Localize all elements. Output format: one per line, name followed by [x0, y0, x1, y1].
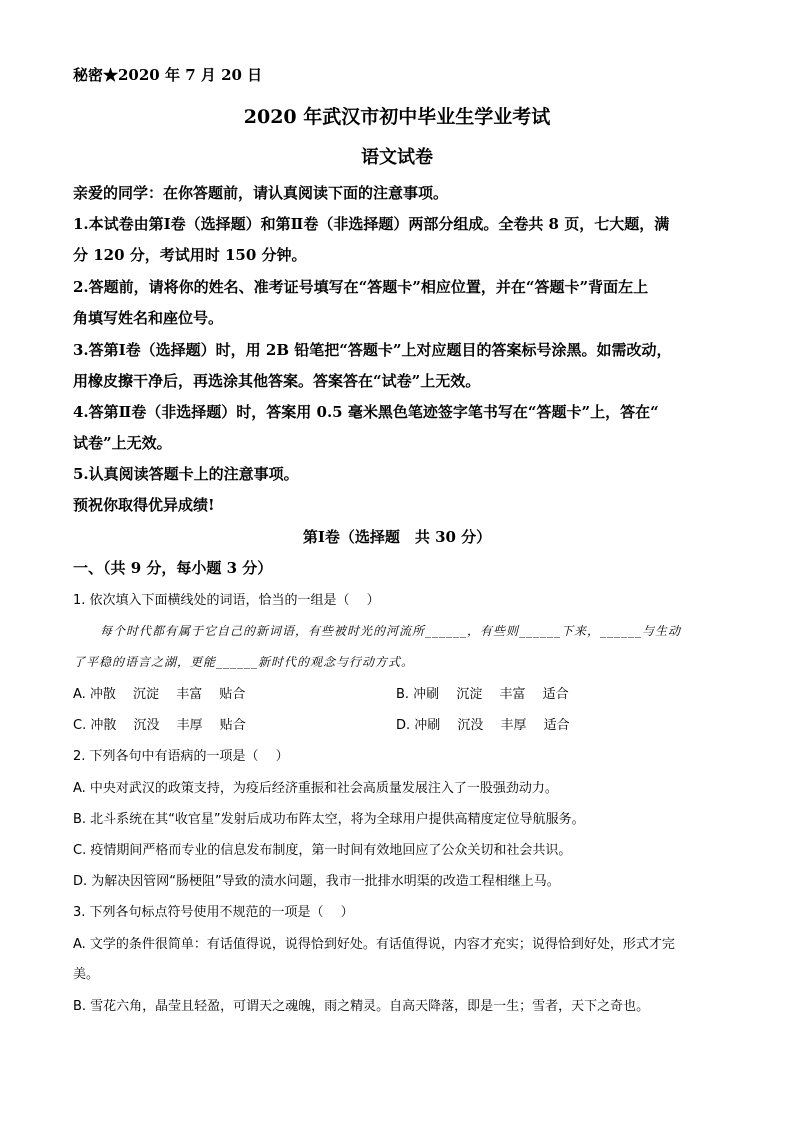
- q1-option-a: A. 冲散 沉淀 丰富 贴合: [73, 687, 246, 702]
- q1-option-c: C. 冲散 沉没 丰厚 贴合: [73, 718, 246, 733]
- q2-option-a: A. 中央对武汉的政策支持，为疫后经济重振和社会高质量发展注入了一股强劲动力。: [73, 781, 558, 796]
- part-1-title: 一、（共 9 分，每小题 3 分）: [73, 559, 273, 577]
- notice-item-3-line-2: 用橡皮擦干净后，再选涂其他答案。答案答在“试卷”上无效。: [73, 372, 481, 390]
- q1-passage-line-2: 了平稳的语言之湖，更能______新时代的观念与行动方式。: [73, 655, 415, 669]
- q3-option-a-line-1: A. 文学的条件很简单：有话值得说，说得恰到好处。有话值得说，内容才充实；说得恰到好处，形式才完: [73, 937, 675, 952]
- q1-stem: 1. 依次填入下面横线处的词语，恰当的一组是（ ）: [73, 593, 380, 608]
- q1-option-b: B. 冲刷 沉淀 丰富 适合: [396, 687, 569, 702]
- q1-option-d: D. 冲刷 沉没 丰厚 适合: [396, 718, 570, 733]
- q2-stem: 2. 下列各句中有语病的一项是（ ）: [73, 749, 289, 764]
- notice-item-1-line-1: 1.本试卷由第Ⅰ卷（选择题）和第Ⅱ卷（非选择题）两部分组成。全卷共 8 页，七大题，满: [73, 215, 670, 233]
- q2-option-c: C. 疫情期间严格而专业的信息发布制度，第一时间有效地回应了公众关切和社会共识。: [73, 843, 572, 858]
- notice-intro: 亲爱的同学：在你答题前，请认真阅读下面的注意事项。: [73, 184, 449, 202]
- notice-item-4-line-1: 4.答第Ⅱ卷（非选择题）时，答案用 0.5 毫米黑色笔迹签字笔书写在“答题卡”上，答在“: [73, 403, 659, 421]
- q3-option-b: B. 雪花六角，晶莹且轻盈，可谓天之魂魄，雨之精灵。自高天降落，即是一生；雪者，天下之奇也。: [73, 999, 650, 1014]
- q3-option-a-line-2: 美。: [73, 967, 100, 982]
- notice-item-2-line-2: 角填写姓名和座位号。: [73, 309, 224, 327]
- exam-title: 2020 年武汉市初中毕业生学业考试: [243, 106, 551, 128]
- q2-option-b: B. 北斗系统在其“收官星”发射后成功布阵太空，将为全球用户提供高精度定位导航服务。: [73, 812, 585, 827]
- notice-item-3-line-1: 3.答第Ⅰ卷（选择题）时，用 2B 铅笔把“答题卡”上对应题目的答案标号涂黑。如需改动，: [73, 341, 672, 359]
- notice-wish: 预祝你取得优异成绩!: [73, 496, 215, 514]
- volume-title: 第Ⅰ卷（选择题 共 30 分）: [302, 528, 492, 546]
- q2-option-d: D. 为解决因管网“肠梗阻”导致的渍水问题，我市一批排水明渠的改造工程相继上马。: [73, 874, 560, 889]
- notice-item-2-line-1: 2.答题前，请将你的姓名、准考证号填写在“答题卡”相应位置，并在“答题卡”背面左上: [73, 278, 649, 296]
- notice-item-5: 5.认真阅读答题卡上的注意事项。: [73, 465, 299, 483]
- q3-stem: 3. 下列各句标点符号使用不规范的一项是（ ）: [73, 905, 354, 920]
- notice-item-4-line-2: 试卷”上无效。: [73, 434, 172, 452]
- secret-date-line: 秘密★2020 年 7 月 20 日: [73, 66, 263, 84]
- notice-item-1-line-2: 分 120 分，考试用时 150 分钟。: [73, 246, 307, 264]
- exam-subtitle: 语文试卷: [361, 147, 433, 168]
- q1-passage-line-1: 每个时代都有属于它自己的新词语，有些被时光的河流所______，有些则______下来，______与生动: [100, 624, 682, 638]
